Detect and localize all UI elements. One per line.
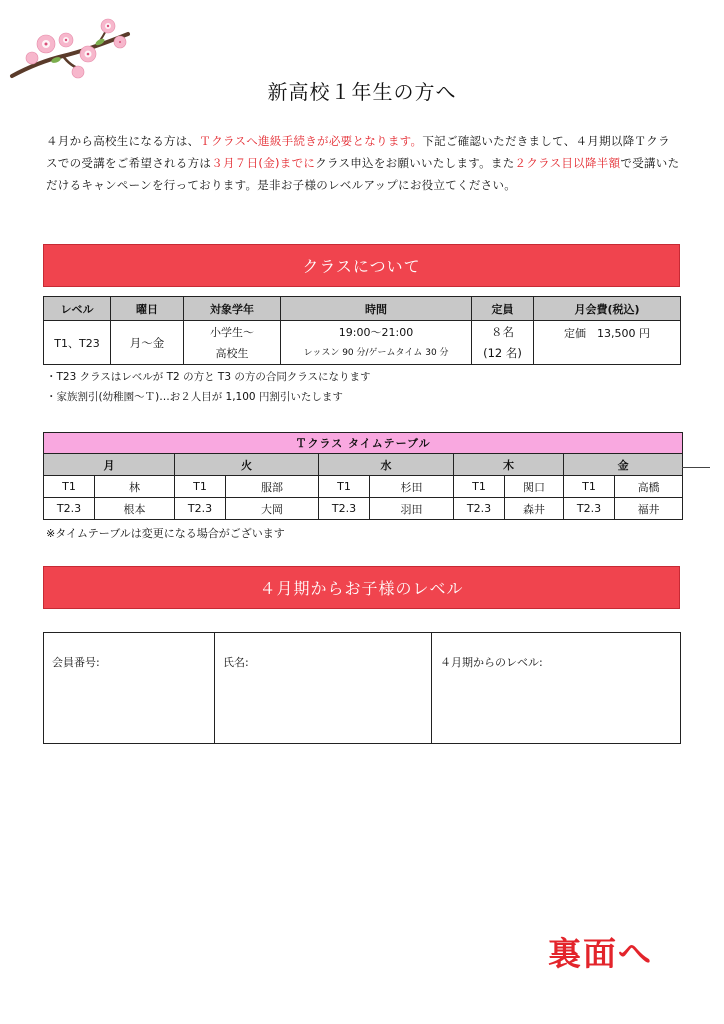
- class-table-header-row: [44, 297, 681, 321]
- cell-level: T1、T23: [44, 321, 111, 365]
- timetable-cell: 大岡: [226, 498, 319, 520]
- timetable-title: Ｔクラス タイムテーブル: [44, 433, 683, 454]
- class-info-table: [43, 296, 681, 365]
- timetable-cell: T2.3: [319, 498, 370, 520]
- name-field[interactable]: 氏名:: [215, 633, 432, 744]
- cell-fee: 定価 13,500 円: [534, 321, 681, 365]
- header-level: レベル: [44, 297, 111, 321]
- timetable-cell: 根本: [95, 498, 175, 520]
- timetable-cell: 関口: [505, 476, 564, 498]
- day-fri: 金: [564, 454, 683, 476]
- timetable-cell: 福井: [615, 498, 683, 520]
- divider-line: [682, 467, 710, 468]
- day-thu: 木: [454, 454, 564, 476]
- intro-highlight-campaign: ２クラス目以降半額: [514, 156, 621, 170]
- timetable-day-row: [44, 454, 683, 476]
- timetable-cell: T1: [319, 476, 370, 498]
- day-wed: 水: [319, 454, 454, 476]
- cell-capacity: [472, 321, 534, 365]
- header-grade: 対象学年: [184, 297, 281, 321]
- timetable-cell: T2.3: [44, 498, 95, 520]
- intro-text-4: で受講いただけるキャンペーンを行っております。是非お子様のレベルアップにお役立てください。: [46, 156, 680, 192]
- time-detail: レッスン 90 分/ゲームタイム 30 分: [303, 347, 449, 358]
- timetable: [43, 432, 683, 520]
- timetable-cell: 森井: [505, 498, 564, 520]
- note-item: ・T23 クラスはレベルが T2 の方と T3 の方の合同クラスになります: [46, 371, 371, 383]
- section-banner-class-info: クラスについて: [43, 244, 680, 287]
- page-title: 新高校１年生の方へ: [267, 80, 457, 104]
- header-fee: 月会費(税込): [534, 297, 681, 321]
- timetable-cell: 高橋: [615, 476, 683, 498]
- timetable-row: [44, 476, 683, 498]
- timetable-row: [44, 498, 683, 520]
- note-item: ・家族割引(幼稚園〜Ｔ)…お２人目が 1,100 円割引いたします: [46, 391, 343, 403]
- timetable-cell: T2.3: [175, 498, 226, 520]
- timetable-cell: T1: [564, 476, 615, 498]
- class-notes: [46, 367, 371, 407]
- capacity-line-1: ８名: [491, 324, 514, 339]
- timetable-cell: T2.3: [564, 498, 615, 520]
- timetable-cell: T1: [454, 476, 505, 498]
- form-row: [44, 633, 681, 744]
- timetable-title-row: [44, 433, 683, 454]
- intro-text-1: ４月から高校生になる方は、: [46, 134, 200, 148]
- day-mon: 月: [44, 454, 175, 476]
- timetable-cell: T2.3: [454, 498, 505, 520]
- timetable-cell: 杉田: [370, 476, 454, 498]
- intro-text-3: クラス申込をお願いいたします。また: [315, 156, 515, 170]
- back-page-label: 裏面へ: [548, 934, 653, 973]
- header-time: 時間: [281, 297, 472, 321]
- grade-line-1: 小学生〜: [210, 325, 254, 339]
- timetable-cell: 羽田: [370, 498, 454, 520]
- cell-days: 月〜金: [111, 321, 184, 365]
- timetable-cell: 林: [95, 476, 175, 498]
- intro-text-2: 下記ご確認いただきまして、４月期以降Ｔクラスでの受講をご希望される方は: [46, 134, 670, 170]
- intro-highlight-1: Ｔクラスへ進級手続きが必要となります。: [199, 134, 423, 148]
- intro-paragraph: [46, 130, 680, 196]
- class-table-row: [44, 321, 681, 365]
- section-banner-level: ４月期からお子様のレベル: [43, 566, 680, 609]
- member-number-field[interactable]: 会員番号:: [44, 633, 215, 744]
- day-tue: 火: [175, 454, 319, 476]
- cell-grade: [184, 321, 281, 365]
- timetable-cell: T1: [44, 476, 95, 498]
- timetable-note: ※タイムテーブルは変更になる場合がございます: [46, 527, 285, 540]
- timetable-cell: 服部: [226, 476, 319, 498]
- timetable-cell: T1: [175, 476, 226, 498]
- grade-line-2: 高校生: [215, 346, 249, 360]
- level-form-table: [43, 632, 681, 744]
- header-capacity: 定員: [472, 297, 534, 321]
- intro-highlight-deadline: ３月７日(金)までに: [211, 156, 316, 170]
- time-main: 19:00〜21:00: [338, 325, 414, 339]
- cell-time: [281, 321, 472, 365]
- april-level-field[interactable]: ４月期からのレベル:: [432, 633, 681, 744]
- capacity-line-2: (12 名): [483, 345, 522, 360]
- cherry-blossom-icon: [8, 14, 142, 80]
- header-days: 曜日: [111, 297, 184, 321]
